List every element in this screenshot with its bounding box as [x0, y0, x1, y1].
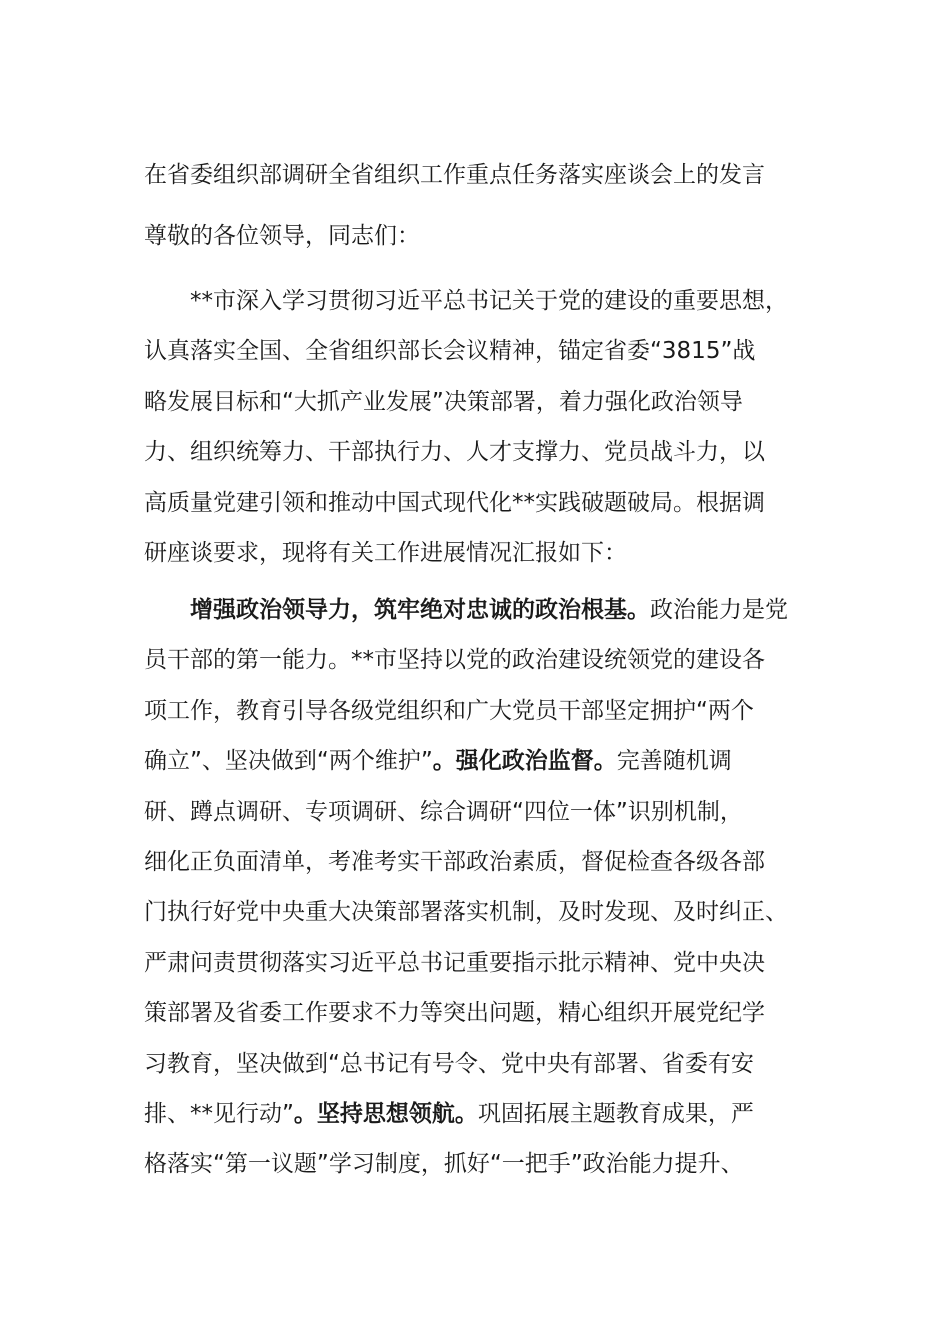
paragraph-text: 巩固拓展主题教育成果，严 [477, 1100, 754, 1127]
paragraph-line: 格落实“第一议题”学习制度，抓好“一把手”政治能力提升、 [144, 1151, 744, 1178]
paragraph-line: 细化正负面清单，考准考实干部政治素质，督促检查各级各部 [144, 848, 765, 875]
section-heading: 增强政治领导力，筑牢绝对忠诚的政治根基。 [190, 597, 650, 623]
paragraph-text: 政治能力是党 [650, 597, 788, 623]
paragraph-line: 员干部的第一能力。**市坚持以党的政治建设统领党的建设各 [144, 647, 765, 674]
paragraph-line: 策部署及省委工作要求不力等突出问题，精心组织开展党纪学 [144, 1000, 765, 1027]
paragraph-line: 研、蹲点调研、专项调研、综合调研“四位一体”识别机制， [144, 798, 743, 825]
paragraph-text: 确立”、坚决做到“两个维护” [144, 748, 433, 775]
paragraph-line: 略发展目标和“大抓产业发展”决策部署，着力强化政治领导 [144, 388, 743, 415]
paragraph-line: 习教育，坚决做到“总书记有号令、党中央有部署、省委有安 [144, 1050, 754, 1077]
paragraph-line: 力、组织统筹力、干部执行力、人才支撑力、党员战斗力，以 [144, 439, 765, 466]
paragraph-line [144, 1089, 834, 1139]
paragraph-line [144, 736, 834, 786]
paragraph-text: 排、**见行动” [144, 1100, 294, 1127]
document-title: 在省委组织部调研全省组织工作重点任务落实座谈会上的发言 [144, 162, 765, 188]
salutation: 尊敬的各位领导，同志们： [144, 223, 420, 249]
paragraph-line: 严肃问责贯彻落实习近平总书记重要指示批示精神、党中央决 [144, 949, 765, 976]
subsection-heading: 。强化政治监督。 [432, 748, 617, 775]
political-leadership-paragraph [144, 585, 834, 1190]
subsection-heading: 。坚持思想领航。 [293, 1100, 478, 1127]
paragraph-line: 项工作，教育引导各级党组织和广大党员干部坚定拥护“两个 [144, 697, 754, 724]
paragraph-line: 认真落实全国、全省组织部长会议精神，锚定省委“3815”战 [144, 338, 756, 365]
paragraph-line: 研座谈要求，现将有关工作进展情况汇报如下： [144, 539, 627, 566]
paragraph-line: **市深入学习贯彻习近平总书记关于党的建设的重要思想， [190, 288, 788, 314]
paragraph-line [144, 585, 834, 635]
paragraph-line: 门执行好党中央重大决策部署落实机制，及时发现、及时纠正、 [144, 899, 788, 926]
paragraph-text: 完善随机调 [616, 748, 732, 775]
paragraph-line: 高质量党建引领和推动中国式现代化**实践破题破局。根据调 [144, 489, 765, 516]
intro-paragraph [144, 276, 834, 578]
